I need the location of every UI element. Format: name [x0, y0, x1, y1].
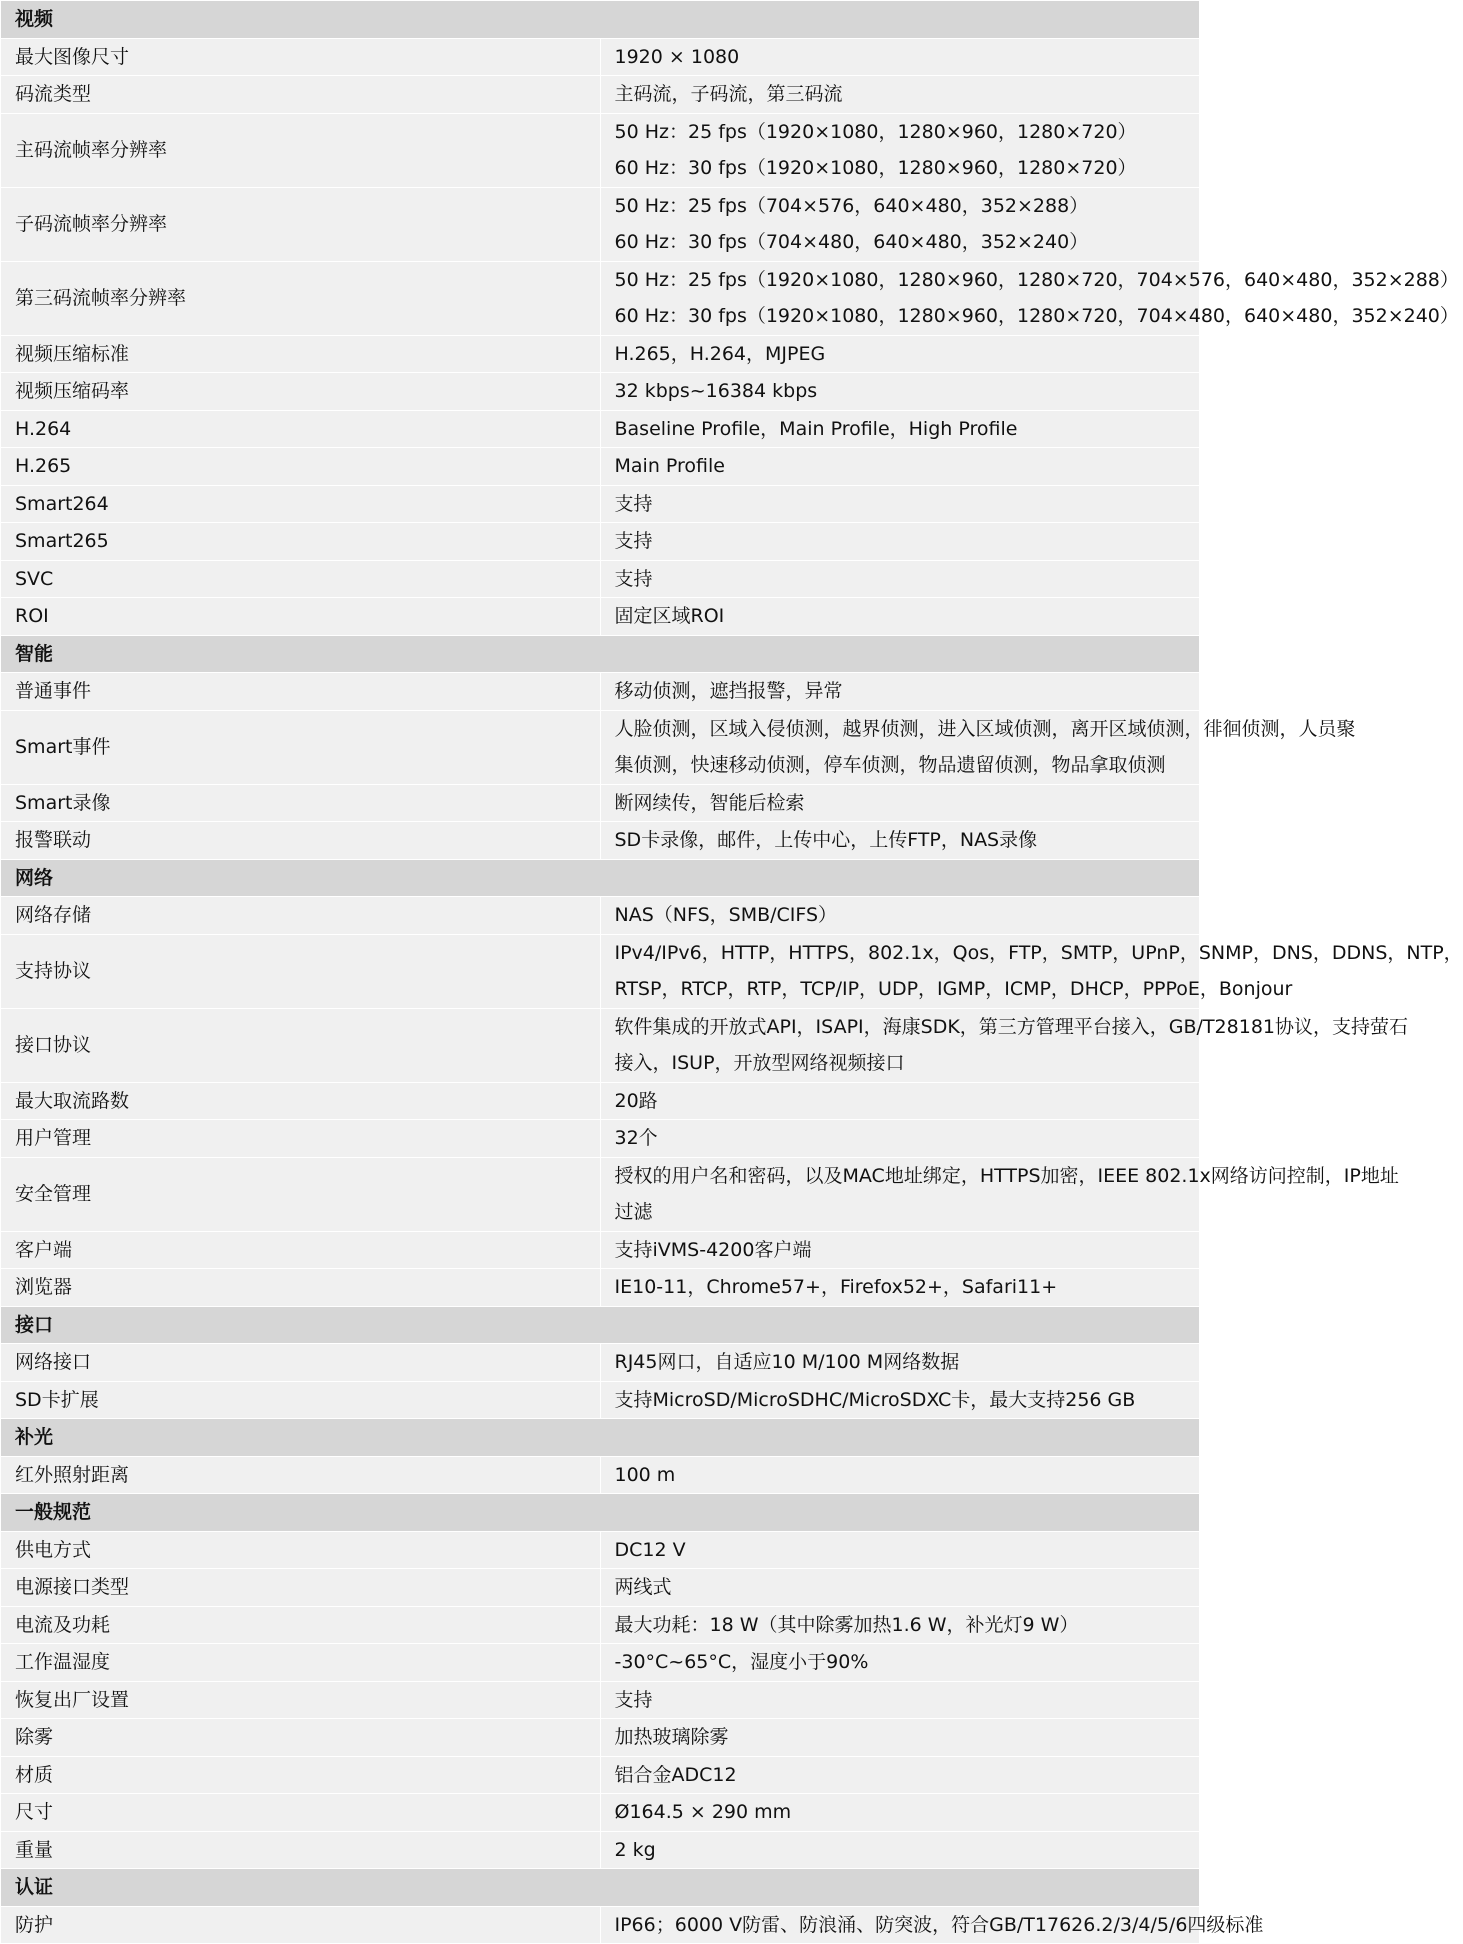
spec-value [600, 523, 1200, 561]
spec-row [1, 261, 1200, 335]
spec-value-line: 授权的用户名和密码，以及MAC地址绑定，HTTPS加密，IEEE 802.1x网络访问控制，IP地址 [614, 1164, 1399, 1187]
spec-value-line: RJ45网口，自适应10 M/100 M网络数据 [614, 1351, 960, 1373]
section-header [1, 1306, 1200, 1344]
section-header [1, 859, 1200, 897]
spec-value [600, 1906, 1264, 1944]
spec-value-line: 集侦测，快速移动侦测，停车侦测，物品遗留侦测，物品拿取侦测 [614, 754, 1166, 776]
section-header [1, 1869, 1200, 1907]
spec-value-line: Baseline Profile，Main Profile，High Profile [614, 417, 1018, 440]
spec-row [1, 1120, 1200, 1158]
section-title: 认证 [1, 1869, 1200, 1907]
spec-value-line: 接入，ISUP，开放型网络视频接口 [614, 1052, 905, 1074]
spec-value-line: IP66；6000 V防雷、防浪涌、防突波，符合GB/T17626.2/3/4/5/6四级标准 [614, 1913, 1264, 1936]
spec-value-line: 铝合金ADC12 [614, 1763, 737, 1786]
spec-value [600, 1082, 1200, 1120]
spec-table-body [1, 1, 1463, 1944]
spec-value [600, 598, 1200, 636]
spec-value [600, 1008, 1408, 1082]
spec-value-line: 加热玻璃除雾 [614, 1726, 729, 1748]
spec-value [600, 76, 1200, 114]
spec-label: 视频压缩码率 [1, 373, 601, 411]
spec-label: 电源接口类型 [1, 1569, 601, 1607]
spec-label: 重量 [1, 1831, 601, 1869]
spec-row [1, 560, 1200, 598]
spec-label: 用户管理 [1, 1120, 601, 1158]
spec-row [1, 822, 1200, 860]
spec-value-line: 1920 × 1080 [614, 45, 740, 68]
section-header [1, 1419, 1200, 1457]
spec-row [1, 1719, 1200, 1757]
spec-value-line: 20路 [614, 1089, 658, 1112]
spec-value-line: IPv4/IPv6，HTTP，HTTPS，802.1x，Qos，FTP，SMTP，UPnP，SNMP，DNS，DDNS，NTP， [614, 941, 1463, 964]
spec-value [600, 335, 1200, 373]
spec-value-line: Main Profile [614, 455, 725, 477]
spec-label: H.265 [1, 448, 601, 486]
spec-value-line: 移动侦测，遮挡报警，异常 [614, 680, 843, 702]
spec-label: 子码流帧率分辨率 [1, 187, 601, 261]
spec-value-line: 60 Hz：30 fps（704×480，640×480，352×240） [614, 231, 1089, 253]
spec-value-line: 固定区域ROI [614, 605, 725, 627]
spec-value [600, 934, 1463, 1008]
spec-label: 网络存储 [1, 897, 601, 935]
spec-value-line: 支持MicroSD/MicroSDHC/MicroSDXC卡，最大支持256 GB [614, 1388, 1136, 1411]
spec-label: Smart265 [1, 523, 601, 561]
spec-row [1, 38, 1200, 76]
spec-value [600, 1681, 1200, 1719]
section-title: 智能 [1, 635, 1200, 673]
spec-label: Smart事件 [1, 710, 601, 784]
section-title: 补光 [1, 1419, 1200, 1457]
spec-value-line: -30°C~65°C，湿度小于90% [614, 1651, 869, 1673]
spec-value [600, 560, 1200, 598]
spec-row [1, 1231, 1200, 1269]
spec-row [1, 1831, 1200, 1869]
spec-row [1, 1157, 1200, 1231]
spec-row [1, 673, 1200, 711]
section-title: 网络 [1, 859, 1200, 897]
spec-row [1, 1756, 1200, 1794]
spec-label: 报警联动 [1, 822, 601, 860]
spec-value-line: 支持 [614, 492, 653, 515]
spec-label: 最大取流路数 [1, 1082, 601, 1120]
spec-value [600, 1344, 1200, 1382]
spec-value [600, 38, 1200, 76]
spec-value [600, 187, 1200, 261]
spec-value-line: 2 kg [614, 1838, 656, 1861]
spec-value [600, 1381, 1200, 1419]
spec-value [600, 410, 1200, 448]
spec-value-line: 支持 [614, 530, 653, 552]
spec-label: 码流类型 [1, 76, 601, 114]
spec-value [600, 1719, 1200, 1757]
spec-value-line: 最大功耗：18 W（其中除雾加热1.6 W，补光灯9 W） [614, 1613, 1079, 1636]
spec-value [600, 1756, 1200, 1794]
spec-value [600, 448, 1200, 486]
spec-value [600, 1531, 1200, 1569]
spec-row [1, 448, 1200, 486]
spec-row [1, 1456, 1200, 1494]
spec-value-line: 主码流，子码流，第三码流 [614, 83, 843, 105]
spec-label: 第三码流帧率分辨率 [1, 261, 601, 335]
spec-row [1, 335, 1200, 373]
spec-value [600, 1794, 1200, 1832]
spec-value [600, 1606, 1200, 1644]
spec-value [600, 1120, 1200, 1158]
spec-label: 尺寸 [1, 1794, 601, 1832]
spec-row [1, 1906, 1200, 1944]
spec-label: 防护 [1, 1906, 601, 1944]
spec-row [1, 373, 1200, 411]
spec-row [1, 1008, 1200, 1082]
spec-value-line: 60 Hz：30 fps（1920×1080，1280×960，1280×720） [614, 157, 1137, 179]
spec-value-line: 人脸侦测，区域入侵侦测，越界侦测，进入区域侦测，离开区域侦测，徘徊侦测，人员聚 [614, 717, 1356, 740]
spec-row [1, 784, 1200, 822]
spec-label: SVC [1, 560, 601, 598]
spec-label: 材质 [1, 1756, 601, 1794]
spec-label: 支持协议 [1, 934, 601, 1008]
spec-value [600, 1269, 1200, 1307]
spec-row [1, 1381, 1200, 1419]
spec-label: H.264 [1, 410, 601, 448]
spec-row [1, 1269, 1200, 1307]
spec-row [1, 934, 1200, 1008]
spec-value-line: 32 kbps~16384 kbps [614, 380, 818, 402]
spec-row [1, 1681, 1200, 1719]
spec-label: Smart录像 [1, 784, 601, 822]
spec-value-line: 100 m [614, 1463, 676, 1486]
spec-value-line: 断网续传，智能后检索 [614, 791, 805, 814]
spec-label: 恢复出厂设置 [1, 1681, 601, 1719]
spec-row [1, 1082, 1200, 1120]
spec-value [600, 1456, 1200, 1494]
spec-label: 红外照射距离 [1, 1456, 601, 1494]
spec-row [1, 1606, 1200, 1644]
spec-row [1, 1644, 1200, 1682]
spec-label: 供电方式 [1, 1531, 601, 1569]
spec-label: 电流及功耗 [1, 1606, 601, 1644]
spec-value [600, 1231, 1200, 1269]
spec-label: 客户端 [1, 1231, 601, 1269]
spec-label: 视频压缩标准 [1, 335, 601, 373]
spec-row [1, 523, 1200, 561]
spec-value-line: 过滤 [614, 1201, 653, 1223]
spec-label: 除雾 [1, 1719, 601, 1757]
spec-value-line: 支持 [614, 567, 653, 590]
section-title: 接口 [1, 1306, 1200, 1344]
spec-row [1, 187, 1200, 261]
section-header [1, 1494, 1200, 1532]
spec-row [1, 598, 1200, 636]
spec-value-line: 支持 [614, 1688, 653, 1711]
spec-label: 普通事件 [1, 673, 601, 711]
spec-value-line: RTSP，RTCP，RTP，TCP/IP，UDP，IGMP，ICMP，DHCP，PPPoE，Bonjour [614, 978, 1293, 1000]
section-title: 一般规范 [1, 1494, 1200, 1532]
spec-value-line: IE10-11，Chrome57+，Firefox52+，Safari11+ [614, 1276, 1058, 1298]
spec-value [600, 822, 1200, 860]
spec-value-line: 软件集成的开放式API，ISAPI，海康SDK，第三方管理平台接入，GB/T28181协议，支持萤石 [614, 1015, 1408, 1038]
spec-value-line: 50 Hz：25 fps（1920×1080，1280×960，1280×720） [614, 120, 1137, 143]
spec-label: 主码流帧率分辨率 [1, 113, 601, 187]
spec-label: SD卡扩展 [1, 1381, 601, 1419]
spec-value [600, 1569, 1200, 1607]
spec-row [1, 1569, 1200, 1607]
spec-row [1, 1344, 1200, 1382]
spec-value [600, 710, 1356, 784]
spec-value-line: DC12 V [614, 1538, 686, 1561]
spec-value [600, 1157, 1399, 1231]
spec-value-line: 50 Hz：25 fps（1920×1080，1280×960，1280×720，704×576，640×480，352×288） [614, 268, 1459, 291]
spec-value [600, 784, 1200, 822]
spec-label: 浏览器 [1, 1269, 601, 1307]
spec-row [1, 410, 1200, 448]
spec-value [600, 373, 1200, 411]
spec-value-line: 60 Hz：30 fps（1920×1080，1280×960，1280×720，704×480，640×480，352×240） [614, 305, 1459, 327]
spec-value-line: 50 Hz：25 fps（704×576，640×480，352×288） [614, 194, 1089, 217]
spec-value [600, 261, 1459, 335]
spec-value-line: NAS（NFS，SMB/CIFS） [614, 904, 838, 926]
spec-label: 最大图像尺寸 [1, 38, 601, 76]
spec-label: 工作温湿度 [1, 1644, 601, 1682]
spec-value [600, 897, 1200, 935]
spec-value-line: SD卡录像，邮件，上传中心，上传FTP，NAS录像 [614, 829, 1038, 851]
section-header [1, 635, 1200, 673]
spec-value [600, 673, 1200, 711]
spec-value-line: 支持iVMS-4200客户端 [614, 1238, 812, 1261]
spec-value [600, 113, 1200, 187]
spec-row [1, 485, 1200, 523]
spec-row [1, 113, 1200, 187]
spec-row [1, 710, 1200, 784]
spec-label: 安全管理 [1, 1157, 601, 1231]
spec-value-line: 两线式 [614, 1576, 672, 1598]
spec-value-line: H.265，H.264，MJPEG [614, 342, 826, 365]
spec-row [1, 76, 1200, 114]
spec-value [600, 485, 1200, 523]
spec-label: 接口协议 [1, 1008, 601, 1082]
spec-label: Smart264 [1, 485, 601, 523]
spec-row [1, 897, 1200, 935]
spec-row [1, 1531, 1200, 1569]
spec-value-line: Ø164.5 × 290 mm [614, 1801, 792, 1823]
spec-value [600, 1644, 1200, 1682]
spec-value-line: 32个 [614, 1127, 658, 1149]
spec-value [600, 1831, 1200, 1869]
section-title: 视频 [1, 1, 1200, 39]
spec-label: ROI [1, 598, 601, 636]
spec-label: 网络接口 [1, 1344, 601, 1382]
section-header [1, 1, 1200, 39]
spec-row [1, 1794, 1200, 1832]
